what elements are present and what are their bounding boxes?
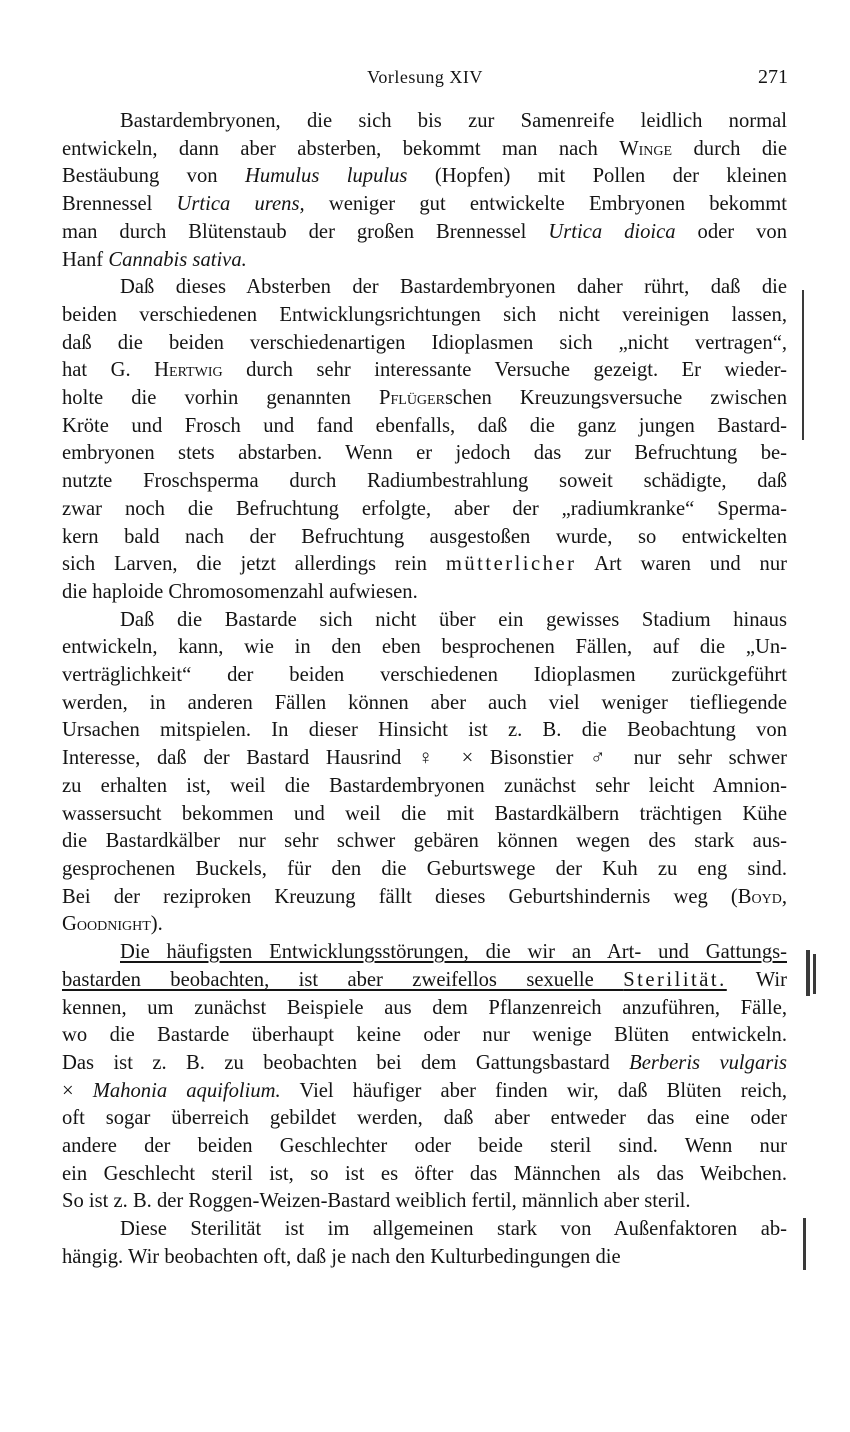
text-run: wo die Bastarde überhaupt keine oder nur wenige Blüten entwickeln. [62,1024,787,1047]
text-run: verträglichkeit“ der beiden verschiedenen Idioplasmen zurückgeführt [62,664,787,687]
text-run: gesprochenen Buckels, für den die Geburtswege der Kuh zu eng sind. [62,857,787,880]
text-run: Bei der reziproken Kreuzung fällt dieses Geburtshindernis weg ( [62,885,738,908]
paragraph [62,108,787,274]
text-line [62,1105,787,1133]
text-run: wassersucht bekommen und weil die mit Bastardkälbern trächtigen Kühe [62,802,787,825]
text-run: Hanf [62,248,109,271]
italic-text: Urtica urens, [176,193,305,216]
text-line [62,468,787,496]
text-line [62,302,787,330]
text-line [62,247,787,275]
text-line [62,191,787,219]
running-title: Vorlesung XIV [367,67,483,87]
text-line [62,496,787,524]
margin-mark [803,1218,806,1270]
text-run: werden, in anderen Fällen können aber auch viel weniger tiefliegende [62,691,787,714]
emphasis-text: bastarden beobachten, ist aber zweifellos sexuelle [62,968,624,991]
text-run: schen Kreuzungsversuche zwischen [444,387,787,410]
emphasis-text: mütterlicher [445,553,577,576]
paragraph [62,939,787,1216]
text-line [62,357,787,385]
text-run: entwickeln, dann aber absterben, bekommt man nach [62,137,620,160]
text-run: nutzte Froschsperma durch Radiumbestrahlung soweit schädigte, daß [62,470,787,493]
text-run: Wir [726,968,787,991]
text-run: hat G. [62,359,155,382]
text-run: sich Larven, die jetzt allerdings rein [62,553,446,576]
text-line [62,939,787,967]
text-run: Diese Sterilität ist im allgemeinen stark von Außenfaktoren ab- [120,1218,787,1241]
text-line [62,413,787,441]
text-line [62,1133,787,1161]
text-line [62,967,787,995]
text-run: (Hopfen) mit Pollen der kleinen [407,165,787,188]
text-run: man durch Blütenstaub der großen Brennessel [62,220,549,243]
small-caps-name: Hertwig [154,359,223,382]
text-run: holte die vorhin genannten [62,387,380,410]
paragraph [62,607,787,939]
text-line [62,911,787,939]
text-run: Bestäubung von [62,165,245,188]
text-run: ). [150,913,163,936]
text-run: weniger gut entwickelte Embryonen bekommt [304,193,788,216]
italic-text: Berberis vulgaris [629,1051,787,1074]
text-line [62,884,787,912]
text-line [62,274,787,302]
text-run: zu erhalten ist, weil die Bastardembryonen zunächst sehr leicht Amnion- [62,774,787,797]
text-line [62,108,787,136]
text-run: andere der beiden Geschlechter oder beide steril sind. Wenn nur [62,1135,787,1158]
text-line [62,856,787,884]
text-line [62,524,787,552]
text-run: Daß die Bastarde sich nicht über ein gewisses Stadium hinaus [120,608,787,631]
text-run: Viel häufiger aber finden wir, daß Blüten reich, [280,1079,788,1102]
text-run: daß die beiden verschiedenartigen Idioplasmen sich „nicht vertragen“, [62,331,787,354]
page-number: 271 [758,66,788,88]
margin-mark [806,950,810,996]
paragraph [62,1216,787,1271]
text-run: Ursachen mitspielen. In dieser Hinsicht ist z. B. die Beobachtung von [62,719,787,742]
margin-mark [813,954,816,994]
text-run: kern bald nach der Befruchtung ausgestoßen wurde, so entwickelten [62,525,787,548]
text-run: durch die [672,137,787,160]
text-line [62,1078,787,1106]
text-line [62,801,787,829]
small-caps-name: Winge [619,137,673,160]
text-line [62,1161,787,1189]
italic-text: Cannabis sativa. [108,248,247,271]
body-text [62,108,787,1272]
text-line [62,1188,787,1216]
text-run: ein Geschlecht steril ist, so ist es öfter das Männchen als das Weibchen. [62,1162,787,1185]
text-run: Das ist z. B. zu beobachten bei dem Gattungsbastard [62,1051,630,1074]
text-run: Kröte und Frosch und fand ebenfalls, daß die ganz jungen Bastard- [62,414,787,437]
text-line [62,745,787,773]
small-caps-name: Pflüger [379,387,445,410]
text-line [62,717,787,745]
emphasis-text: Sterilität. [623,968,727,991]
text-line [62,690,787,718]
text-line [62,219,787,247]
text-line [62,551,787,579]
text-line [62,607,787,635]
text-run: Bastardembryonen, die sich bis zur Samenreife leidlich normal [120,110,787,132]
text-line [62,1022,787,1050]
paragraph [62,274,787,606]
text-line [62,773,787,801]
italic-text: Humulus lupulus [244,165,408,188]
text-run: Interesse, daß der Bastard Hausrind ♀ × Bisonstier ♂ nur sehr schwer [62,747,787,770]
italic-text: Mahonia aquifolium. [92,1079,281,1102]
text-line [62,136,787,164]
text-line [62,440,787,468]
text-run: Art waren und nur [576,553,788,576]
text-run: die Bastardkälber nur sehr schwer gebären können wegen des stark aus- [62,830,787,853]
small-caps-name: Goodnight [62,913,151,936]
text-run: embryonen stets abstarben. Wenn er jedoch das zur Befruchtung be- [62,442,787,465]
text-run: entwickeln, kann, wie in den eben besprochenen Fällen, auf die „Un- [62,636,787,659]
text-line [62,1050,787,1078]
text-run: die haploide Chromosomenzahl aufwiesen. [62,580,418,603]
text-line [62,330,787,358]
text-run: × [62,1079,93,1102]
text-line [62,385,787,413]
text-run: oft sogar überreich gebildet werden, daß aber entweder das eine oder [62,1107,787,1130]
text-line [62,634,787,662]
text-run: Brennessel [62,193,177,216]
text-run: zwar noch die Befruchtung erfolgte, aber der „radiumkranke“ Sperma- [62,497,787,520]
text-run: Daß dieses Absterben der Bastardembryonen daher rührt, daß die [120,276,787,299]
text-run: So ist z. B. der Roggen-Weizen-Bastard weiblich fertil, männlich aber steril. [62,1190,691,1213]
text-line [62,579,787,607]
running-header [62,62,788,92]
small-caps-name: Boyd [737,885,782,908]
text-run: oder von [675,220,788,243]
text-line [62,163,787,191]
text-line [62,1216,787,1244]
text-run: hängig. Wir beobachten oft, daß je nach den Kulturbedingungen die [62,1245,621,1268]
text-run: durch sehr interessante Versuche gezeigt. Er wieder- [222,359,787,382]
italic-text: Urtica dioica [548,220,676,243]
text-line [62,1244,787,1272]
text-line [62,662,787,690]
text-run: beiden verschiedenen Entwicklungsrichtungen sich nicht vereinigen lassen, [62,303,787,326]
margin-mark [802,290,804,440]
text-run: , [781,885,787,908]
text-line [62,828,787,856]
text-run: kennen, um zunächst Beispiele aus dem Pflanzenreich anzuführen, Fälle, [62,996,787,1019]
emphasis-text: Die häufigsten Entwicklungsstörungen, die wir an Art- und Gattungs- [120,941,787,964]
text-line [62,995,787,1023]
